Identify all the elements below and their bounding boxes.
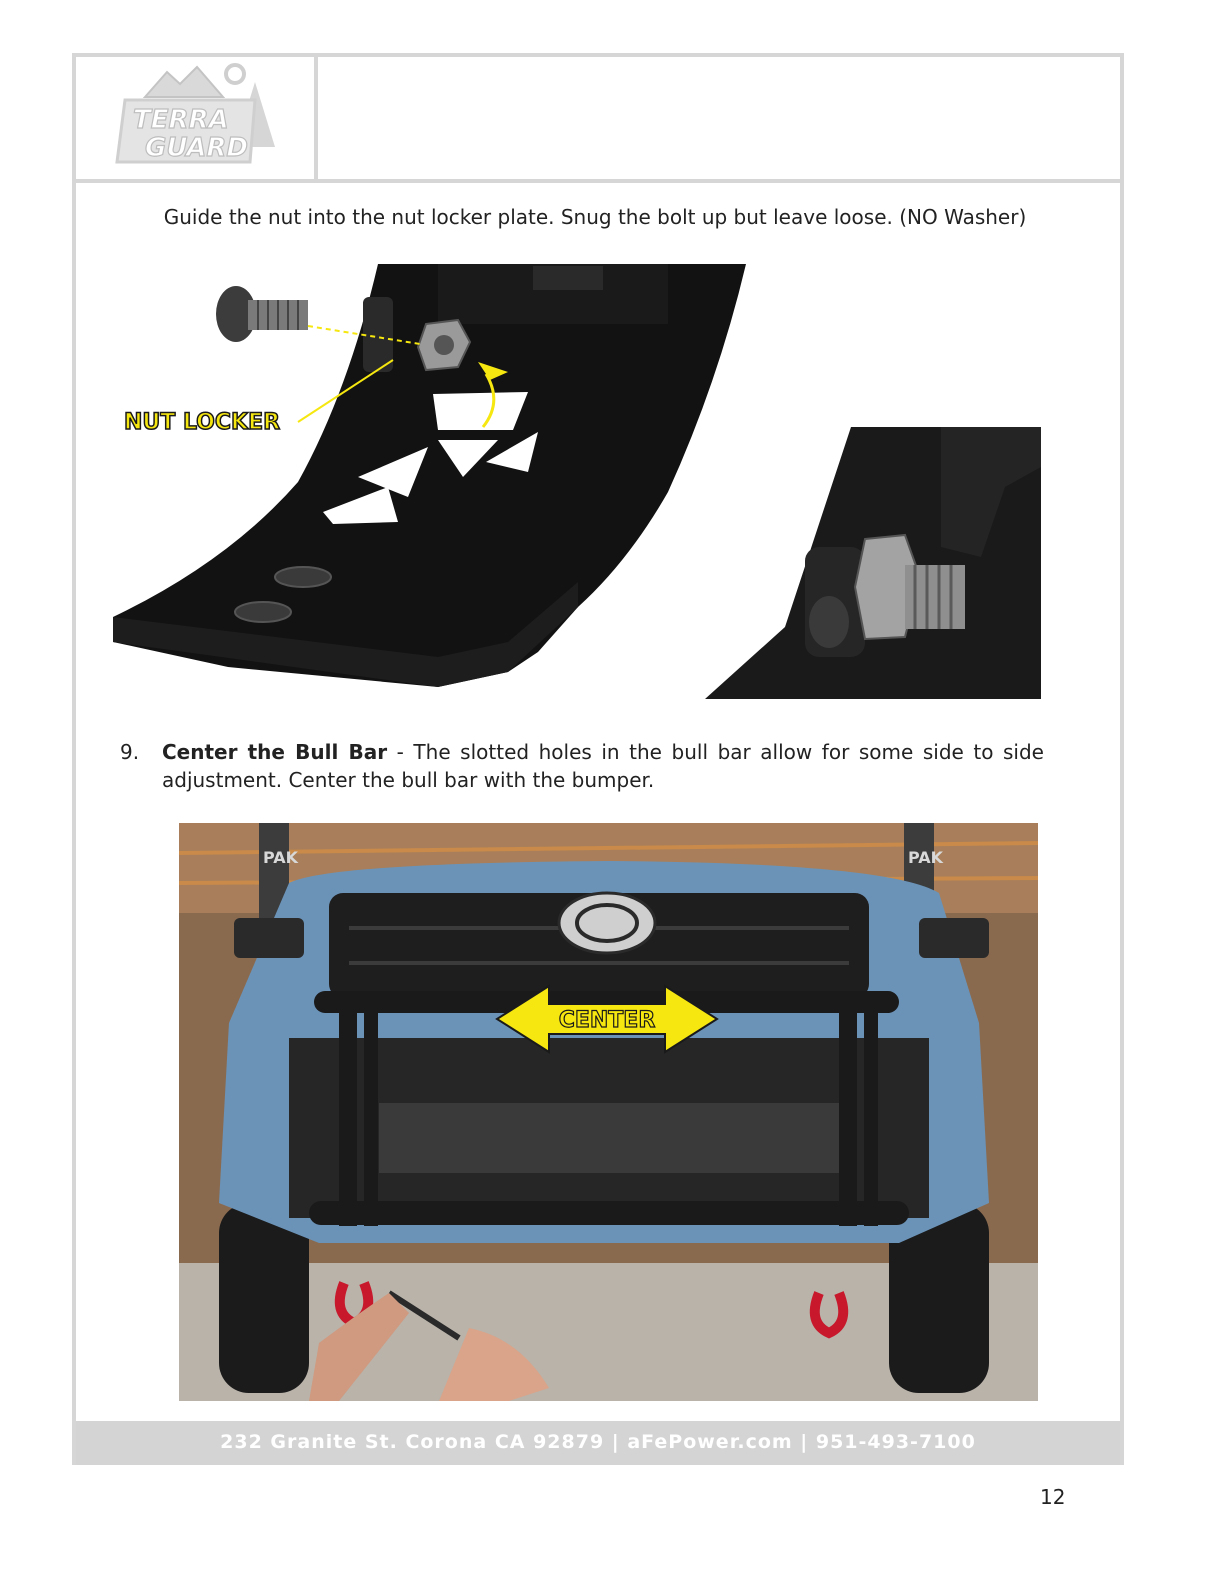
nut-closeup-detail	[705, 427, 1041, 699]
nut-locker-label: NUT LOCKER	[124, 410, 281, 435]
step-text: - The slotted holes in the bull bar allow for some side to side adjustment. Center the bull bar with the bumper.	[162, 740, 1044, 792]
center-arrow-label: CENTER	[558, 1008, 656, 1033]
footer-address: 232 Granite St. Corona CA 92879 | aFePower.com | 951-493-7100	[220, 1431, 976, 1453]
lift-column-text-right: PAK	[908, 848, 944, 867]
logo-text-line1: TERRA	[133, 105, 229, 135]
step-number: 9.	[120, 740, 140, 764]
lift-column-text-left: PAK	[263, 848, 299, 867]
page-number: 12	[1040, 1485, 1066, 1509]
logo-text-line2: GUARD	[145, 133, 249, 163]
step-body	[162, 738, 1044, 794]
instruction-text: Guide the nut into the nut locker plate. Snug the bolt up but leave loose. (NO Washer)	[163, 205, 1027, 229]
footer-bar	[76, 1421, 1120, 1465]
nut-locker-diagram	[108, 262, 748, 707]
header-divider	[314, 53, 318, 181]
step-title: Center the Bull Bar	[162, 740, 388, 764]
bull-bar-photo	[179, 823, 1038, 1401]
terra-guard-logo	[105, 62, 285, 177]
